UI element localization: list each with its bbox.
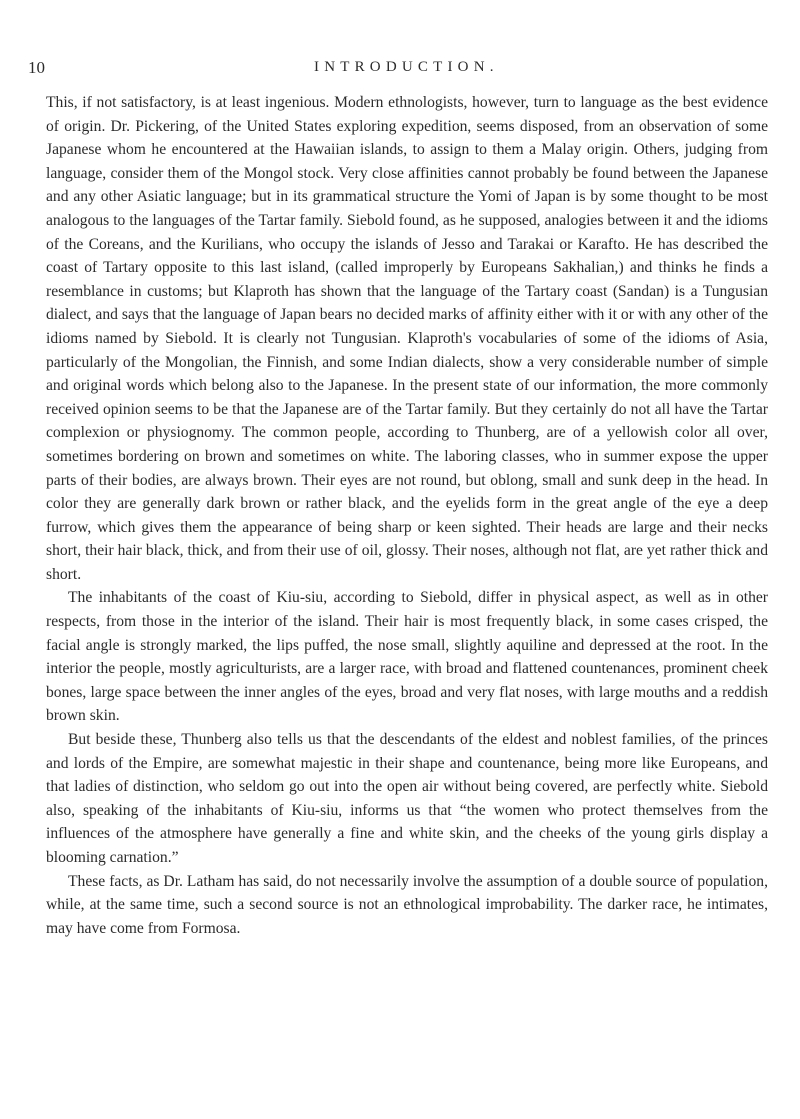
running-title: INTRODUCTION. (314, 59, 499, 75)
page-number: 10 (28, 58, 45, 77)
book-page (28, 58, 768, 940)
running-head (28, 58, 768, 88)
paragraph: These facts, as Dr. Latham has said, do not necessarily involve the assumption of a double source of population, while, at the same time, such a second source is not an ethnological improbability. The darker race, he intimates, may have come from Formosa. (46, 872, 768, 937)
paragraph: But beside these, Thunberg also tells us that the descendants of the eldest and noblest families, of the princes and lords of the Empire, are somewhat majestic in their shape and countenance, being more like Europeans, and that ladies of distinction, who seldom go out into the open air without being covered, are perfectly white. Siebold also, speaking of the inhabitants of Kiu-siu, informs us that “the women who protect themselves from the influences of the atmosphere have generally a fine and white skin, and the cheeks of the young girls display a blooming carnation.” (46, 731, 768, 866)
paragraph: The inhabitants of the coast of Kiu-siu, according to Siebold, differ in physical aspect, as well as in other respects, from those in the interior of the island. Their hair is most frequently black, in some cases crisped, the facial angle is strongly marked, the lips puffed, the nose small, slightly aquiline and depressed at the root. In the interior the people, mostly agriculturists, are a larger race, with broad and flattened countenances, prominent cheek bones, large space between the inner angles of the eyes, broad and very flat noses, with large mouths and a reddish brown skin. (46, 589, 768, 725)
paragraph: This, if not satisfactory, is at least ingenious. Modern ethnologists, however, turn to language as the best evidence of origin. Dr. Pickering, of the United States exploring expedition, seems disposed, from an observation of some Japanese whom he encountered at the Hawaiian islands, to assign to them a Malay origin. Others, judging from language, consider them of the Mongol stock. Very close affinities cannot probably be found between the Japanese and any other Asiatic language; but in its grammatical structure the Yomi of Japan is by some thought to be most analogous to the languages of the Tartar family. Siebold found, as he supposed, analogies between it and the idioms of the Coreans, and the Kurilians, who occupy the islands of Jesso and Tarakai or Karafto. He has described the coast of Tartary opposite to this last island, (called improperly by Europeans Sakhalian,) and thinks he finds a resemblance in customs; but Klaproth has shown that the language of the Tartary coast (Sandan) is a Tungusian dialect, and says that the language of Japan bears no decided marks of affinity either with it or with any other of the idioms named by Siebold. It is clearly not Tungusian. Klaproth's vocabularies of some of the idioms of Asia, particularly of the Mongolian, the Finnish, and some Indian dialects, show a very considerable number of simple and original words which belong also to the Japanese. In the present state of our information, the more commonly received opinion seems to be that the Japanese are of the Tartar family. But they certainly do not all have the Tartar complexion or physiognomy. The common people, according to Thunberg, are of a yellowish color all over, sometimes bordering on brown and sometimes on white. The laboring classes, who in summer expose the upper parts of their bodies, are always brown. Their eyes are not round, but oblong, small and sunk deep in the head. In color they are generally dark brown or rather black, and the eyelids form in the great angle of the eye a deep furrow, which gives them the appearance of being sharp or keen sighted. Their heads are large and their necks short, their hair black, thick, and from their use of oil, glossy. Their noses, although not flat, are yet rather thick and short. (46, 94, 768, 583)
body-text (28, 91, 768, 940)
